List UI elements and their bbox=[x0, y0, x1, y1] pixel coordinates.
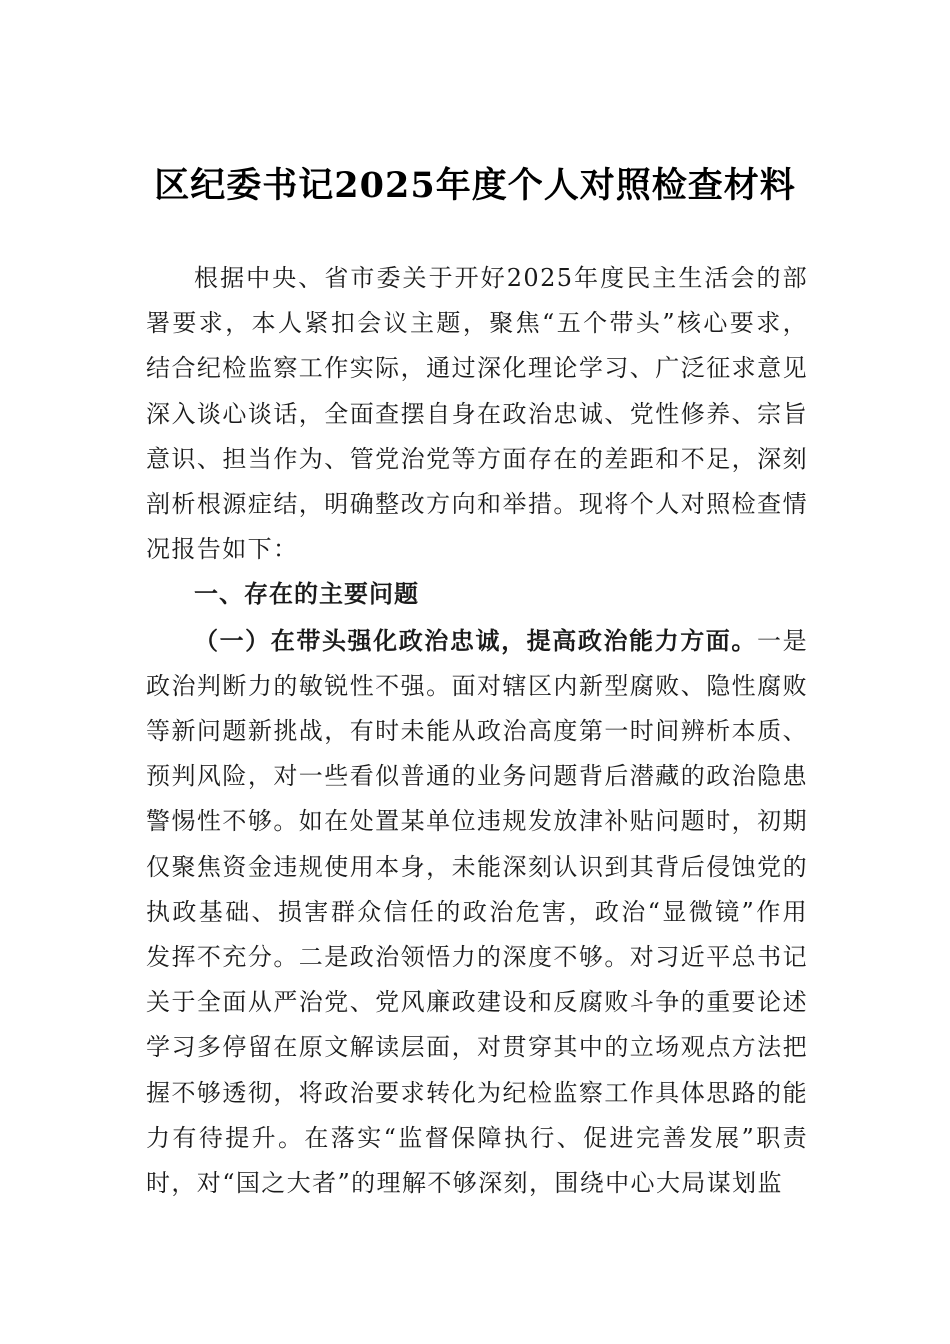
section-heading: 一、存在的主要问题 bbox=[194, 580, 419, 609]
intro-paragraph: 根据中央、省市委关于开好2025年度民主生活会的部署要求，本人紧扣会议主题，聚焦“五个带头”核心要求，结合纪检监察工作实际，通过深化理论学习、广泛征求意见深入谈心谈话，全面查摆自身在政治忠诚、党性修养、宗旨意识、担当作为、管党治党等方面存在的差距和不足，深刻剖析根源症结，明确整改方向和举措。现将个人对照检查情况报告如下： bbox=[146, 264, 808, 564]
subsection-paragraph bbox=[146, 618, 808, 1207]
subsection-body: 一是政治判断力的敏锐性不强。面对辖区内新型腐败、隐性腐败等新问题新挑战，有时未能从政治高度第一时间辨析本质、预判风险，对一些看似普通的业务问题背后潜藏的政治隐患警惕性不够。如在处置某单位违规发放津补贴问题时，初期仅聚焦资金违规使用本身，未能深刻认识到其背后侵蚀党的执政基础、损害群众信任的政治危害，政治“显微镜”作用发挥不充分。二是政治领悟力的深度不够。对习近平总书记关于全面从严治党、党风廉政建设和反腐败斗争的重要论述学习多停留在原文解读层面，对贯穿其中的立场观点方法把握不够透彻，将政治要求转化为纪检监察工作具体思路的能力有待提升。在落实“监督保障执行、促进完善发展”职责时，对“国之大者”的理解不够深刻，围绕中心大局谋划监 bbox=[146, 626, 808, 1198]
document-body bbox=[146, 256, 808, 1206]
subsection-heading: （一）在带头强化政治忠诚，提高政治能力方面。 bbox=[194, 625, 757, 655]
document-title: 区纪委书记2025年度个人对照检查材料 bbox=[154, 165, 796, 206]
